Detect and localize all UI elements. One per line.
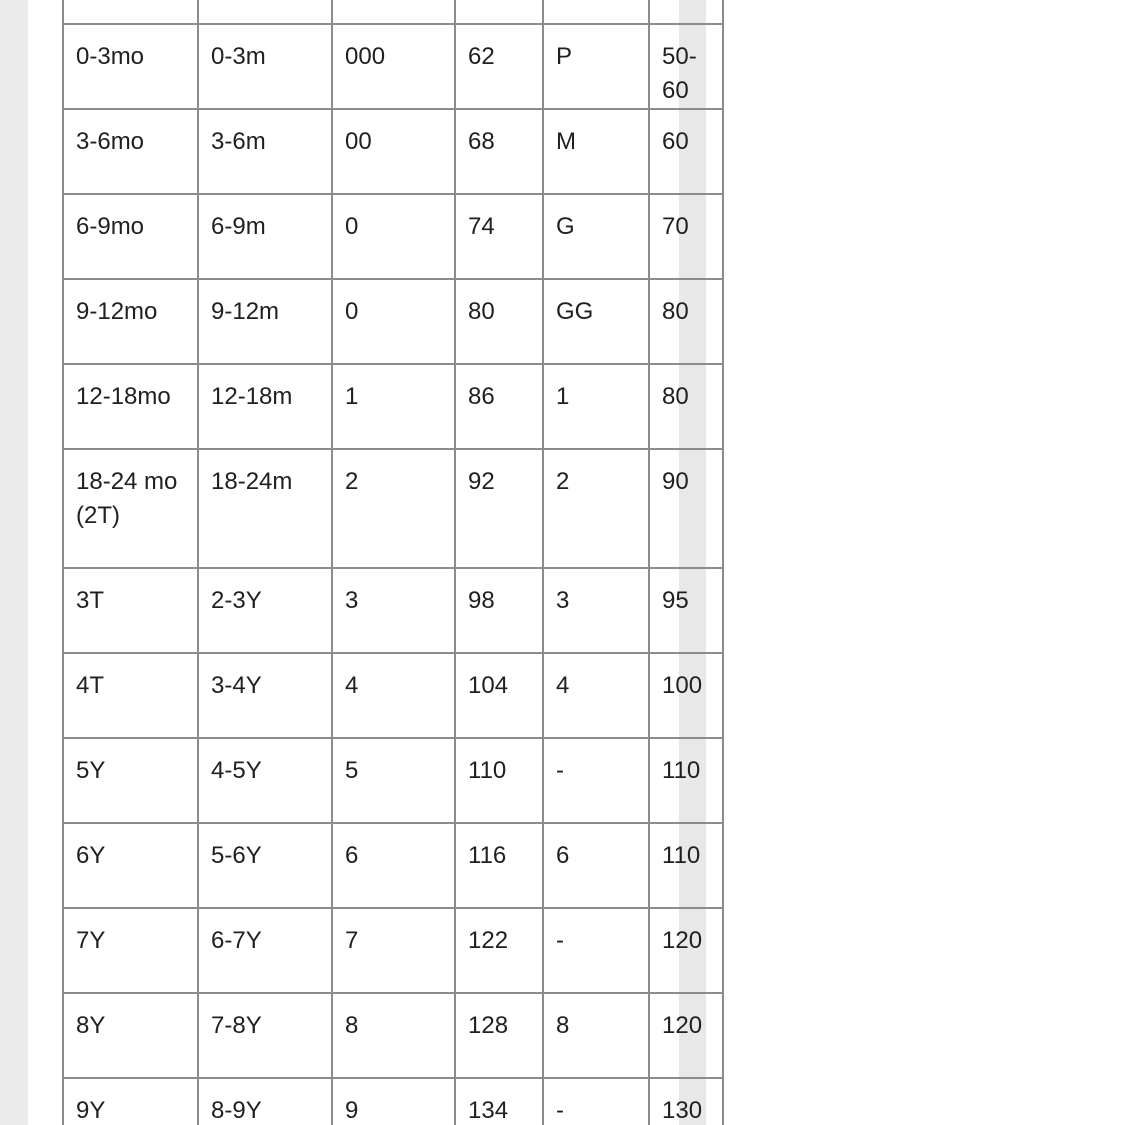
table-cell[interactable]: 9Y bbox=[63, 1078, 198, 1125]
table-cell[interactable] bbox=[455, 0, 543, 24]
table-cell[interactable]: - bbox=[543, 1078, 649, 1125]
table-cell[interactable]: 5 bbox=[332, 738, 455, 823]
table-cell[interactable]: 8Y bbox=[63, 993, 198, 1078]
table-cell[interactable]: 3-6mo bbox=[63, 109, 198, 194]
table-cell[interactable]: 128 bbox=[455, 993, 543, 1078]
table-cell[interactable] bbox=[198, 0, 332, 24]
table-cell[interactable]: 9 bbox=[332, 1078, 455, 1125]
table-cell[interactable]: GG bbox=[543, 279, 649, 364]
table-cell[interactable]: 9-12m bbox=[198, 279, 332, 364]
table-cell[interactable]: 6-7Y bbox=[198, 908, 332, 993]
table-cell[interactable]: 6Y bbox=[63, 823, 198, 908]
table-cell[interactable]: 18-24m bbox=[198, 449, 332, 568]
table-cell[interactable]: 3 bbox=[543, 568, 649, 653]
table-cell[interactable] bbox=[543, 0, 649, 24]
table-cell[interactable]: 4T bbox=[63, 653, 198, 738]
table-row bbox=[63, 109, 723, 194]
table-row bbox=[63, 568, 723, 653]
table-cell[interactable]: 80 bbox=[455, 279, 543, 364]
table-cell[interactable]: 7Y bbox=[63, 908, 198, 993]
table-cell[interactable]: 130 bbox=[649, 1078, 723, 1125]
size-conversion-table bbox=[62, 0, 724, 1125]
table-cell[interactable]: 5Y bbox=[63, 738, 198, 823]
table-cell[interactable]: 0-3mo bbox=[63, 24, 198, 109]
table-cell[interactable]: 104 bbox=[455, 653, 543, 738]
table-cell[interactable]: 4-5Y bbox=[198, 738, 332, 823]
table-cell[interactable]: 122 bbox=[455, 908, 543, 993]
table-cell[interactable]: P bbox=[543, 24, 649, 109]
table-cell[interactable]: 12-18mo bbox=[63, 364, 198, 449]
table-cell[interactable]: 2-3Y bbox=[198, 568, 332, 653]
table-cell[interactable]: 100 bbox=[649, 653, 723, 738]
table-cell[interactable]: 6 bbox=[332, 823, 455, 908]
table-cell[interactable] bbox=[649, 0, 723, 24]
table-cell[interactable]: 2 bbox=[332, 449, 455, 568]
table-cell[interactable]: 0-3m bbox=[198, 24, 332, 109]
table-cell[interactable]: 6-9m bbox=[198, 194, 332, 279]
table-cell[interactable]: 6 bbox=[543, 823, 649, 908]
table-cell[interactable]: 000 bbox=[332, 24, 455, 109]
table-cell[interactable]: 116 bbox=[455, 823, 543, 908]
table-cell[interactable]: 110 bbox=[455, 738, 543, 823]
table-row bbox=[63, 24, 723, 109]
table-row bbox=[63, 993, 723, 1078]
table-cell[interactable]: 9-12mo bbox=[63, 279, 198, 364]
table-row bbox=[63, 449, 723, 568]
table-cell[interactable]: 0 bbox=[332, 279, 455, 364]
table-cell[interactable]: 134 bbox=[455, 1078, 543, 1125]
table-cell[interactable]: 1 bbox=[543, 364, 649, 449]
table-cell[interactable]: 86 bbox=[455, 364, 543, 449]
table-cell[interactable] bbox=[63, 0, 198, 24]
table-cell[interactable]: 120 bbox=[649, 908, 723, 993]
table-cell[interactable]: 8 bbox=[543, 993, 649, 1078]
table-cell[interactable]: 120 bbox=[649, 993, 723, 1078]
table-cell[interactable]: 0 bbox=[332, 194, 455, 279]
table-cell[interactable]: 70 bbox=[649, 194, 723, 279]
table-cell[interactable]: 7-8Y bbox=[198, 993, 332, 1078]
table-cell[interactable]: 80 bbox=[649, 364, 723, 449]
table-cell[interactable]: 7 bbox=[332, 908, 455, 993]
table-cell[interactable]: 95 bbox=[649, 568, 723, 653]
table-cell[interactable]: 3T bbox=[63, 568, 198, 653]
table-cell[interactable]: 1 bbox=[332, 364, 455, 449]
table-cell[interactable]: 74 bbox=[455, 194, 543, 279]
table-row bbox=[63, 364, 723, 449]
table-cell[interactable]: 90 bbox=[649, 449, 723, 568]
table-row bbox=[63, 738, 723, 823]
table-cell[interactable]: 80 bbox=[649, 279, 723, 364]
table-cell[interactable]: 8-9Y bbox=[198, 1078, 332, 1125]
table-row bbox=[63, 823, 723, 908]
table-cell[interactable]: 5-6Y bbox=[198, 823, 332, 908]
table-row bbox=[63, 194, 723, 279]
table-cell[interactable] bbox=[332, 0, 455, 24]
table-cell[interactable]: 3-6m bbox=[198, 109, 332, 194]
table-cell[interactable]: 68 bbox=[455, 109, 543, 194]
table-row bbox=[63, 908, 723, 993]
table-cell[interactable]: 8 bbox=[332, 993, 455, 1078]
table-cell[interactable]: 3-4Y bbox=[198, 653, 332, 738]
table-row bbox=[63, 279, 723, 364]
table-cell[interactable]: 98 bbox=[455, 568, 543, 653]
table-cell[interactable]: 110 bbox=[649, 823, 723, 908]
table-cell[interactable]: 4 bbox=[543, 653, 649, 738]
table-row bbox=[63, 653, 723, 738]
table-cell[interactable]: G bbox=[543, 194, 649, 279]
table-cell[interactable]: - bbox=[543, 738, 649, 823]
table-cell[interactable]: 18-24 mo (2T) bbox=[63, 449, 198, 568]
table-cell[interactable]: 4 bbox=[332, 653, 455, 738]
table-cell[interactable]: M bbox=[543, 109, 649, 194]
table-cell[interactable]: - bbox=[543, 908, 649, 993]
left-gutter bbox=[0, 0, 28, 1125]
table-row bbox=[63, 1078, 723, 1125]
table-cell[interactable]: 12-18m bbox=[198, 364, 332, 449]
table-cell[interactable]: 62 bbox=[455, 24, 543, 109]
table-cell[interactable]: 00 bbox=[332, 109, 455, 194]
table-cell[interactable]: 110 bbox=[649, 738, 723, 823]
table-cell[interactable]: 3 bbox=[332, 568, 455, 653]
table-cell[interactable]: 6-9mo bbox=[63, 194, 198, 279]
table-cell[interactable]: 92 bbox=[455, 449, 543, 568]
table-cell[interactable]: 50-60 bbox=[649, 24, 723, 109]
table-row bbox=[63, 0, 723, 24]
table-cell[interactable]: 2 bbox=[543, 449, 649, 568]
table-cell[interactable]: 60 bbox=[649, 109, 723, 194]
